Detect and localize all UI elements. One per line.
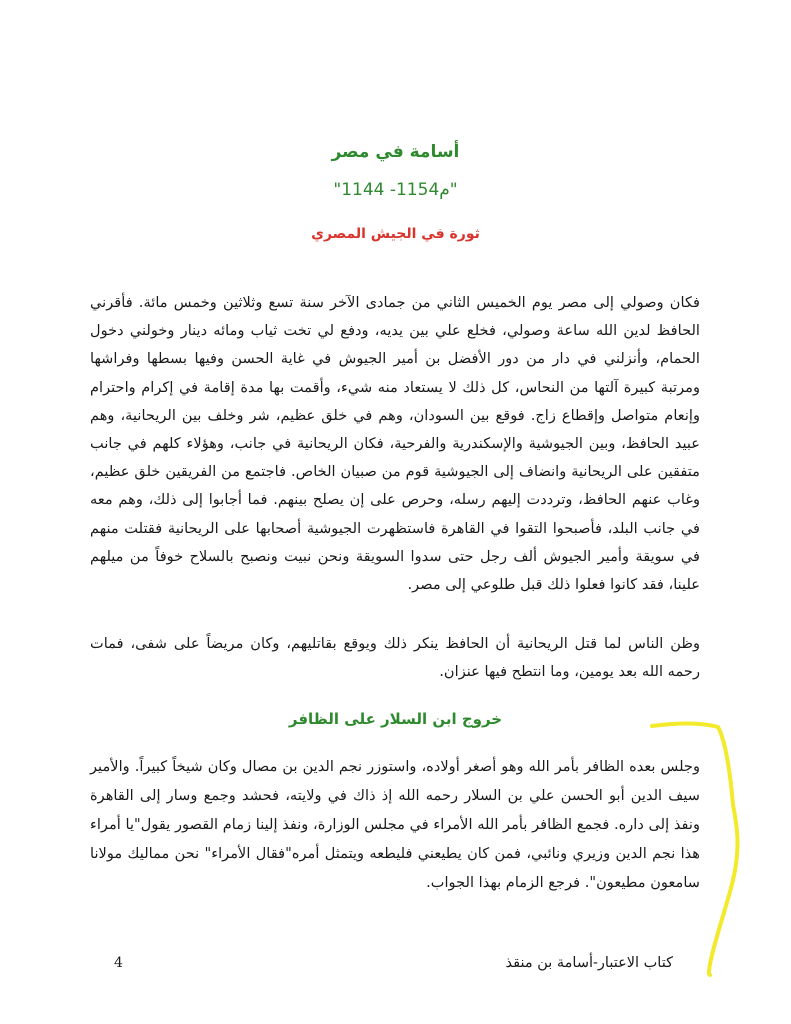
paragraph-3: وجلس بعده الظافر بأمر الله وهو أصغر أولاده، واستوزر نجم الدين بن مصال وكان شيخاً كبيراً. والأمير سيف الدين أبو الحسن علي بن السلار رحمه الله إذ ذاك في ولايته، فحشد وجمع وسار إلى القاهرة ونفذ إلى داره. فجمع الظافر بأمر الله الأمراء في مجلس الوزارة، ونفذ إلينا زمام القصور يقول"يا أمراء هذا نجم الدين وزيري ونائبي، فمن كان يطيعني فليطعه ويتمثل أمره"فقال الأمراء" نحن مماليك مولانا سامعون مطيعون". فرجع الزمام بهذا الجواب. (90, 758, 700, 891)
page-number: 4 (114, 955, 123, 971)
footer-book-title: كتاب الاعتبار-أسامة بن منقذ (505, 955, 673, 971)
date-range: "1144 -1154م" (333, 180, 458, 200)
paragraph-1: فكان وصولي إلى مصر يوم الخميس الثاني من جمادى الآخر سنة تسع وثلاثين وخمس مائة. فأقرني الحافظ لدين الله ساعة وصولي، فخلع علي بين يديه، ودفع لي تخت ثياب ومائه دينار وخولني دخول الحمام، وأنزلني في دار من دور الأفضل بن أمير الجيوش في غاية الحسن وفيها بسطها وفراشها ومرتبة كبيرة آلتها من النحاس، كل ذلك لا يستعاد منه شيء، وأقمت بها مدة إقامة في إكرام واحترام وإنعام متواصل وإقطاع زاج. فوقع بين السودان، وهم في خلق عظيم، شر وخلف بين الريحانية، وهم عبيد الحافظ، وبين الجيوشية والإسكندرية والفرحية، فكان الريحانية في جانب، وهؤلاء كلهم في جانب متفقين على الريحانية وانضاف إلى الجيوشية قوم من صبيان الخاص. فاجتمع من الفريقين خلق عظيم، وغاب عنهم الحافظ، وترددت إليهم رسله، وحرص على إن يصلح بينهم. فما أجابوا إلى ذلك، وهم معه في جانب البلد، فأصبحوا التقوا في القاهرة فاستظهرت الجيوشية أصحابها على الريحانية فقتلت منهم في سويقة وأمير الجيوش ألف رجل حتى سدوا السويقة ونحن نبيت ونصبح بالسلاح خوفاً من ميلهم علينا، فقد كانوا فعلوا ذلك قبل طلوعي إلى مصر. (90, 294, 700, 594)
paragraph-2: وظن الناس لما قتل الريحانية أن الحافظ ينكر ذلك ويوقع بقاتليهم، وكان مريضاً على شفى، فمات رحمه الله بعد يومين، وما انتطح فيها عنزان. (90, 635, 700, 681)
page-title: أسامة في مصر (331, 142, 460, 162)
section-heading: خروج ابن السلار على الظافر (288, 710, 503, 728)
page-subtitle: ثورة في الجيش المصري (311, 226, 480, 242)
